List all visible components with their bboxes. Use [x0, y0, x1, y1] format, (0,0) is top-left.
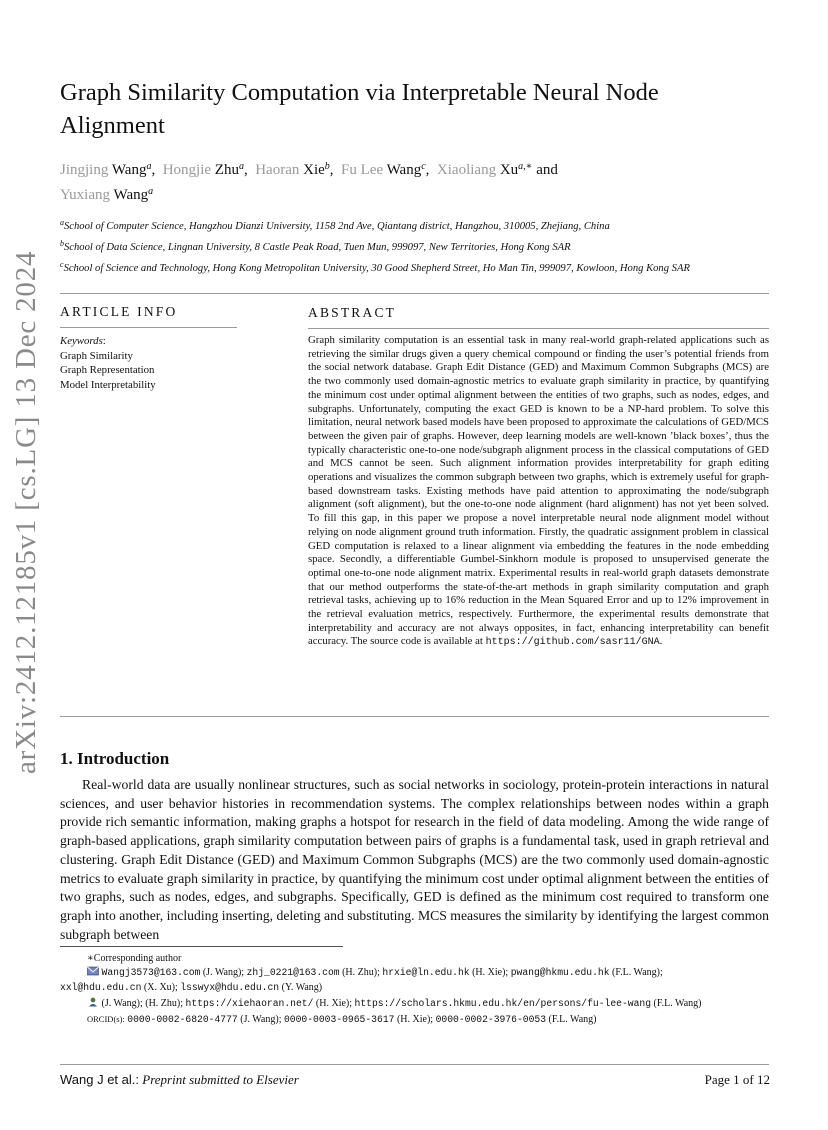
affiliation: $^c$School of Science and Technology, Hong Kong Metropolitan University, 30 Good Shepherd Street, Ho Man Tin, 999097, Kowloon, Hong Kong SAR [60, 260, 690, 274]
divider [60, 327, 237, 328]
orcid-id[interactable]: 0000-0002-3976-0053 [435, 1014, 547, 1025]
affiliations [60, 214, 772, 277]
orcid-label: ORCID(s): [87, 1014, 125, 1024]
keywords-label: Keywords [60, 335, 103, 347]
keyword: Graph Representation [60, 364, 155, 376]
paper-title: Graph Similarity Computation via Interpretable Neural Node Alignment [60, 79, 659, 139]
keyword: Graph Similarity [60, 349, 133, 362]
author: Xiaoliang $Xu^{a,∗}$ [436, 161, 533, 178]
affiliation: $^b$School of Data Science, Lingnan University, 8 Castle Peak Road, Tuen Mun, 999097, New Territories, Hong Kong SAR [60, 239, 571, 253]
email-link[interactable]: Wangj3573@163.com [101, 966, 201, 978]
arxiv-identifier-stamp: arXiv:2412.12185v1 [cs.LG] 13 Dec 2024 [10, 250, 42, 774]
keyword: Model Interpretability [60, 378, 156, 391]
author: Fu Lee Wang$^c$ [341, 161, 426, 178]
divider [60, 293, 769, 294]
homepage-link[interactable]: https://xiehaoran.net/ [185, 997, 314, 1009]
keywords-block: Keywords: Graph Similarity Graph Representation Model Interpretability [60, 335, 156, 391]
author: Haoran Xie$^b$ [255, 161, 330, 178]
orcid-id[interactable]: 0000-0003-0965-3617 [283, 1014, 395, 1025]
page-number: Page 1 of 12 [704, 1072, 770, 1087]
corresponding-note: ∗Corresponding author [87, 953, 182, 964]
homepage-link[interactable]: https://scholars.hkmu.edu.hk/en/persons/fu-lee-wang [354, 997, 652, 1009]
url-line: (J. Wang); (H. Zhu); https://xiehaoran.net/ (H. Xie); https://scholars.hkmu.edu.hk/en/persons/fu-lee-wang (F.L. Wang) [60, 997, 772, 1011]
divider [308, 328, 769, 329]
email-link[interactable]: hrxie@ln.edu.hk [382, 966, 470, 978]
email-link[interactable]: xxl@hdu.edu.cn [60, 982, 142, 993]
author: Jingjing Wang$^a$ [60, 161, 152, 178]
footnotes [60, 952, 772, 1027]
abstract-heading: ABSTRACT [308, 305, 397, 320]
divider [60, 716, 769, 717]
email-line: Wangj3573@163.com (J. Wang); zhj_0221@163.com (H. Zhu); hrxie@ln.edu.hk (H. Xie); pwang@hkmu.edu.hk (F.L. Wang); [60, 966, 772, 980]
orcid-line: ORCID(s): 0000-0002-6820-4777 (J. Wang); 0000-0003-0965-3617 (H. Xie); 0000-0002-3976-0053 (F.L. Wang) [87, 1014, 597, 1025]
abstract-body: Graph similarity computation is an essential task in many real-world graph-related applications such as retrieving the similar drugs given a query chemical compound or finding the user’s potential friends from the social network database. Graph Edit Distance (GED) and Maximum Common Subgraphs (MCS) are the two commonly used domain-agnostic metrics to evaluate graph similarity in practice, by quantifying the minimum cost under optimal alignment between the entities of two graphs, such as nodes, edges, and subgraphs. Unfortunately, computing the exact GED is known to be a NP-hard problem. To solve this limitation, neural network based models have been proposed to approximate the calculations of GED/MCS between the given pair of graphs. However, deep learning models are well-known ’black boxes’, thus the typically characteristic one-to-one node/subgraph alignment process in the classical computations of GED and MCS cannot be seen. Such alignment information provides interpretability for graph editing operations and visualizes the common subgraph between two graphs, which is extremely useful for graph-based downstream tasks. Existing methods have paid attention to approximating the node/subgraph alignment (soft alignment), but the one-to-one node alignment (hard alignment) has not yet been solved. To fill this gap, in this paper we propose a novel interpretable neural node alignment model without relying on node alignment ground truth information. Firstly, the quadratic assignment problem in classical GED computation is relaxed to a linear alignment via embedding the features in the node embedding space. Secondly, a differentiable Gumbel-Sinkhorn module is proposed to unsupervised generate the optimal one-to-one node alignment matrix. Experimental results in real-world graph datasets demonstrate that our method outperforms the state-of-the-art methods in graph similarity computation and graph retrieval tasks, achieving up to 16% reduction in the Mean Squared Error and up to 12% improvement in the retrieval evaluation metrics, respectively. Furthermore, the experimental results demonstrate that interpretability and accuracy are not always opposites, in fact, enhancing interpretability can benefit accuracy. The source code is available at https://github.com/sasr11/GNA. [308, 334, 769, 649]
email-icon [87, 966, 99, 976]
and-word: and [536, 162, 558, 178]
orcid-id[interactable]: 0000-0002-6820-4777 [127, 1014, 238, 1025]
section-heading: 1. Introduction [60, 749, 170, 768]
footer-rule [60, 1064, 769, 1065]
author-list: Jingjing Wang$^a$, Hongjie Zhu$^a$, Haoran Xie$^b$, Fu Lee Wang$^c$, Xiaoliang $Xu^{a,∗}$ and Yuxiang Wang$^a$ [60, 161, 558, 203]
article-info-heading: ARTICLE INFO [60, 304, 178, 319]
email-line: xxl@hdu.edu.cn (X. Xu); lsswyx@hdu.edu.cn (Y. Wang) [60, 982, 323, 993]
homepage-icon [87, 997, 99, 1007]
affiliation: $^a$School of Computer Science, Hangzhou Dianzi University, 1158 2nd Ave, Qiantang district, Hangzhou, 310005, Zhejiang, China [60, 218, 610, 232]
footer-left: Wang J et al.: Preprint submitted to Elsevier [60, 1072, 299, 1087]
footnote-rule [60, 946, 343, 947]
author: Yuxiang Wang$^a$ [60, 186, 154, 203]
author: Hongjie Zhu$^a$ [162, 161, 244, 178]
email-link[interactable]: zhj_0221@163.com [246, 966, 340, 978]
intro-paragraph: Real-world data are usually nonlinear structures, such as social networks in sociology, protein-protein interactions in natural sciences, and user behavior histories in recommendation systems. The complex relationships between nodes within a graph provide rich semantic information, making graphs a hotspot for research in the field of data modeling. Among the wide range of graph-based applications, graph similarity computation between pairs of graphs is a fundamental task, used in graph retrieval and clustering. Graph Edit Distance (GED) and Maximum Common Subgraphs (MCS) are the two commonly used domain-agnostic metrics to evaluate graph similarity in practice, by quantifying the minimum cost under optimal alignment between the entities of two graphs, such as nodes, edges, and subgraphs. Specifically, GED is defined as the minimum cost required to transform one graph into another, including inserting, deleting and substituting. MCS measures the similarity by identifying the largest common subgraph between [60, 777, 769, 942]
email-link[interactable]: pwang@hkmu.edu.hk [510, 966, 610, 978]
code-link[interactable]: https://github.com/sasr11/GNA [485, 637, 660, 649]
email-link[interactable]: lsswyx@hdu.edu.cn [180, 982, 280, 993]
